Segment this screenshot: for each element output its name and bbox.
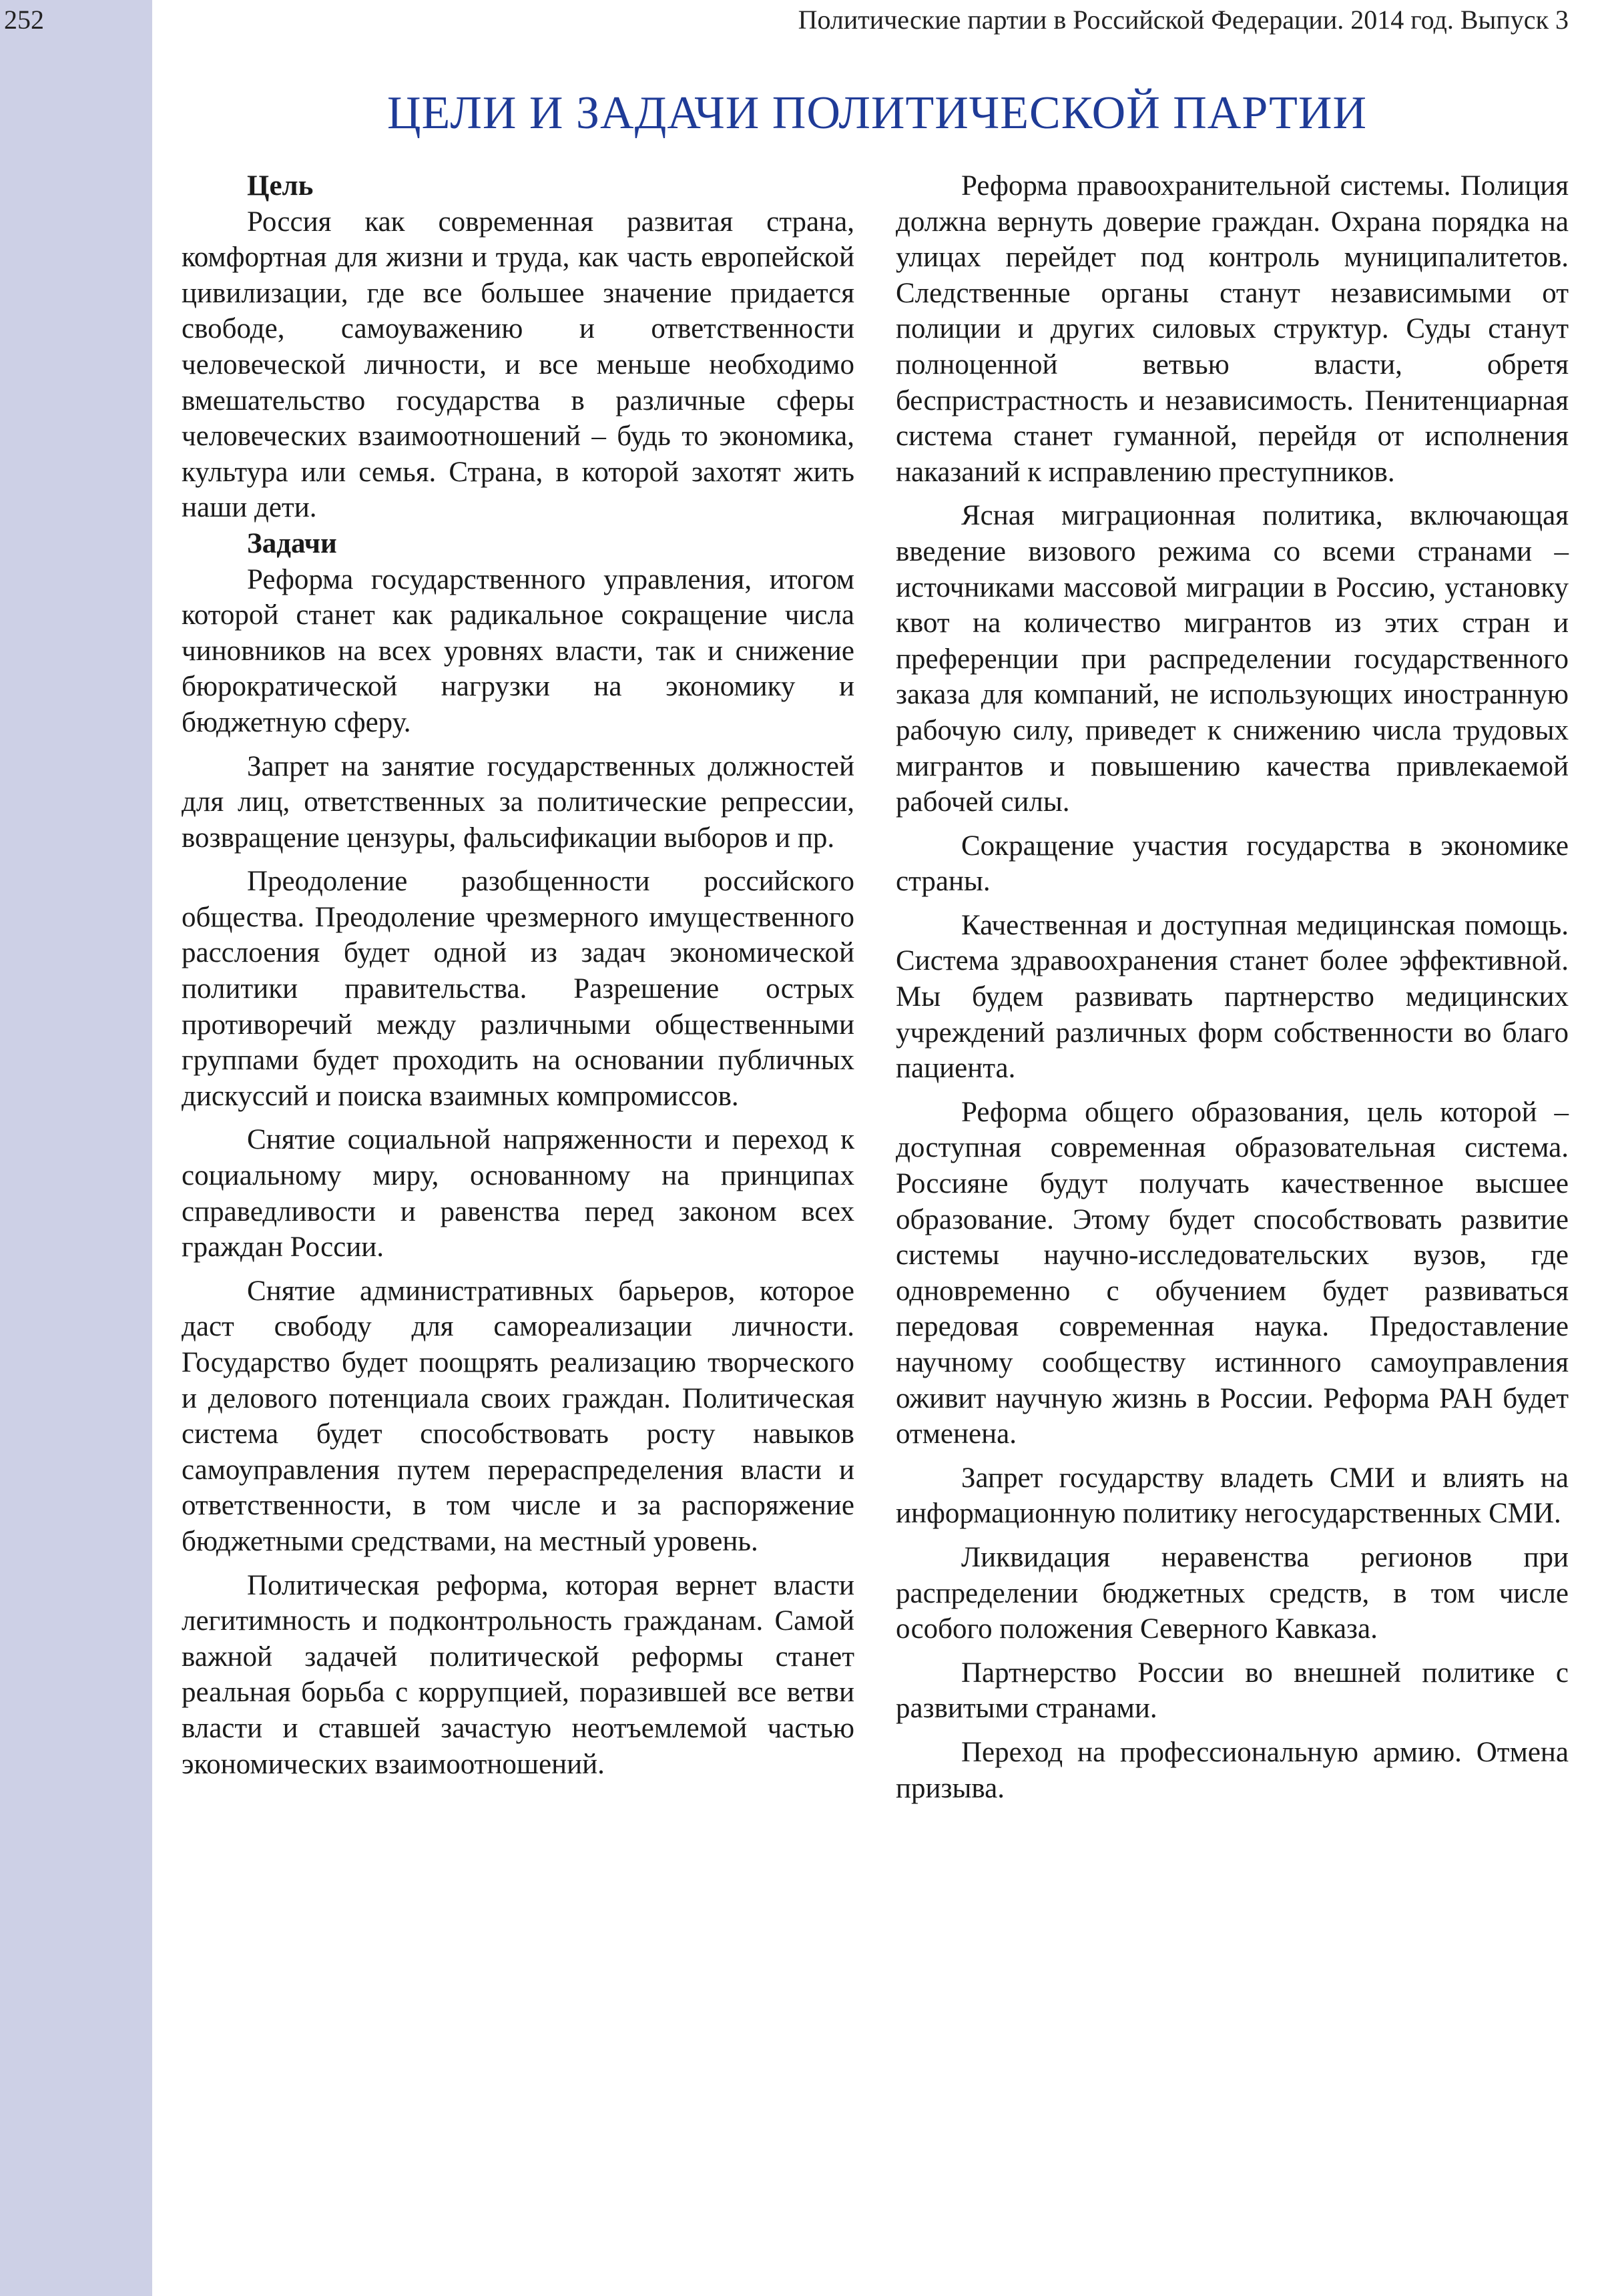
right-column [896, 168, 1569, 1806]
right-paragraph-8: Партнерство России во внешней политике с развитыми странами. [896, 1657, 1569, 1725]
right-paragraph-4: Качественная и доступная медицинская помощь. Система здравоохранения станет более эффективной. Мы будем развивать партнерство медицинских учреждений различных форм собственности во благо пациента. [896, 909, 1569, 1085]
side-stripe [0, 0, 152, 2296]
right-paragraph-3: Сокращение участия государства в экономике страны. [896, 830, 1569, 898]
running-header: Политические партии в Российской Федерации. 2014 год. Выпуск 3 [798, 5, 1569, 35]
goal-paragraph: Россия как современная развитая страна, комфортная для жизни и труда, как часть европейской цивилизации, где все большее значение придается свободе, самоуважению и ответственности человеческой личности, и все меньше необходимо вмешательство государства в различные сферы человеческих взаимоотношений – будь то экономика, культура или семья. Страна, в которой захотят жить наши дети. [182, 206, 854, 524]
right-paragraph-7: Ликвидация неравенства регионов при распределении бюджетных средств, в том числе особого положения Северного Кавказа. [896, 1541, 1569, 1645]
right-paragraph-6: Запрет государству владеть СМИ и влиять на информационную политику негосударственных СМИ. [896, 1462, 1569, 1530]
right-paragraph-2: Ясная миграционная политика, включающая введение визового режима со всеми странами – источниками массовой миграции в Россию, установку квот на количество мигрантов из этих стран и преференции при распределении государственного заказа для компаний, не использующих иностранную рабочую силу, приведет к снижению числа трудовых мигрантов и повышению качества привлекаемой рабочей силы. [896, 500, 1569, 818]
left-column [182, 168, 854, 1782]
right-paragraph-9: Переход на профессиональную армию. Отмена призыва. [896, 1736, 1569, 1804]
tasks-heading: Задачи [247, 527, 337, 559]
left-paragraph-5: Снятие административных барьеров, которое даст свободу для самореализации личности. Государство будет поощрять реализацию творческого и делового потенциала своих граждан. Политическая система будет способствовать росту навыков самоуправления путем перераспределения власти и ответственности, в том числе и за распоряжение бюджетными средствами, на местный уровень. [182, 1275, 854, 1557]
page-number: 252 [4, 5, 44, 35]
right-paragraph-5: Реформа общего образования, цель которой – доступная современная образовательная система. Россияне будут получать качественное высшее образование. Этому будет способствовать развитие системы научно-исследовательских вузов, где одновременно с обучением будет развиваться передовая современная наука. Предоставление научному сообществу истинного самоуправления оживит научную жизнь в России. Реформа РАН будет отменена. [896, 1096, 1569, 1450]
left-paragraph-1: Реформа государственного управления, итогом которой станет как радикальное сокращение числа чиновников на всех уровнях власти, так и снижение бюрократической нагрузки на экономику и бюджетную сферу. [182, 563, 854, 738]
goal-heading: Цель [247, 170, 314, 202]
right-paragraph-1: Реформа правоохранительной системы. Полиция должна вернуть доверие граждан. Охрана порядка на улицах перейдет под контроль муниципалитетов. Следственные органы станут независимыми от полиции и других силовых структур. Суды станут полноценной ветвью власти, обретя беспристрастность и независимость. Пенитенциарная система станет гуманной, перейдя от исполнения наказаний к исправлению преступников. [896, 170, 1569, 488]
left-paragraph-3: Преодоление разобщенности российского общества. Преодоление чрезмерного имущественного расслоения будет одной из задач экономической политики правительства. Разрешение острых противоречий между различными общественными группами будет проходить на основании публичных дискуссий и поиска взаимных компромиссов. [182, 866, 854, 1112]
left-paragraph-4: Снятие социальной напряженности и переход к социальному миру, основанному на принципах справедливости и равенства перед законом всех граждан России. [182, 1124, 854, 1263]
left-paragraph-6: Политическая реформа, которая вернет власти легитимность и подконтрольность гражданам. Самой важной задачей политической реформы станет реальная борьба с коррупцией, поразившей все ветви власти и ставшей зачастую неотъемлемой частью экономических взаимоотношений. [182, 1569, 854, 1780]
left-paragraph-2: Запрет на занятие государственных должностей для лиц, ответственных за политические репрессии, возвращение цензуры, фальсификации выборов и пр. [182, 750, 854, 854]
page-title: ЦЕЛИ И ЗАДАЧИ ПОЛИТИЧЕСКОЙ ПАРТИИ [387, 87, 1367, 139]
